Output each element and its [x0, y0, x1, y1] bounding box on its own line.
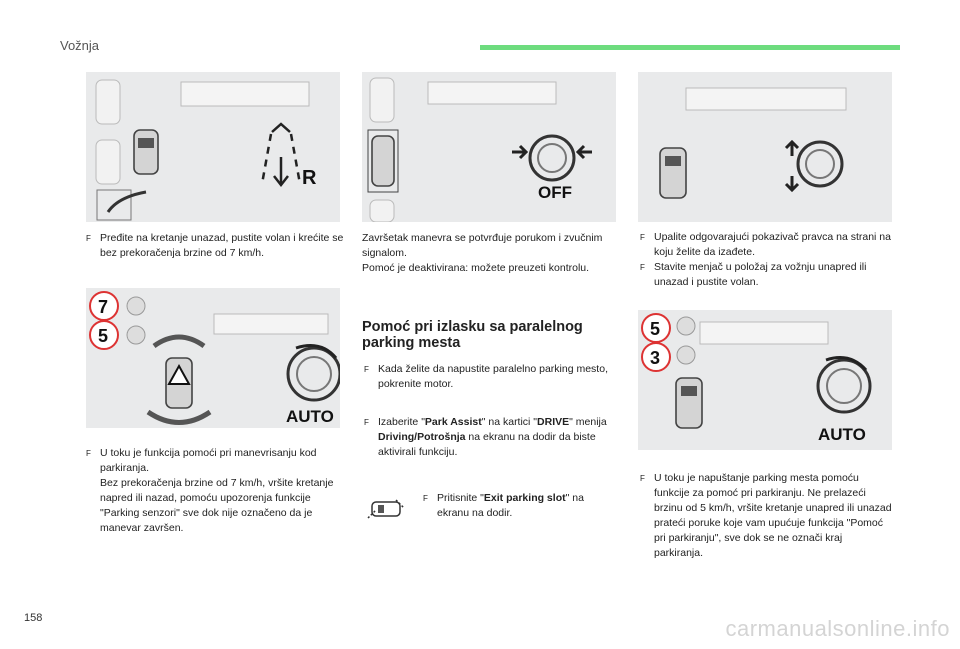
col2-bullet-2-text: Izaberite "Park Assist" na kartici "DRIVE" menija Driving/Potrošnja na ekranu na dodir da biste aktivirali funkciju.: [378, 416, 607, 458]
section-heading: Pomoć pri izlasku sa paralelnog parking mesta: [362, 319, 583, 351]
col2-bullet-3-text: Pritisnite "Exit parking slot" na ekranu na dodir.: [437, 492, 584, 519]
col3-bullet-2: [640, 260, 892, 290]
park-assist-label: Park Assist: [424, 416, 482, 428]
col3-bullet-3-text: U toku je napuštanje parking mesta pomoću funkcije za pomoć pri parkiranju. Ne prelazeći brzinu od 5 km/h, vršite kretanje unapred ili unazad prateći poruke koje vam upućuje funkcija "Pomoć pri parkiranju", sve dok se ne označi kraj parkiranja.: [654, 472, 892, 559]
col3-bullet-2-text: Stavite menjač u položaj za vožnju unapred ili unazad i pustite volan.: [654, 261, 867, 288]
illustration-reverse: [86, 72, 340, 222]
illustration-indicator: [638, 72, 892, 222]
speed-7-label: 7: [98, 297, 109, 317]
col3-bullet-1: [640, 230, 892, 260]
bullet-marker: F: [640, 474, 645, 483]
illustration-parking-sensors: [86, 288, 340, 428]
exit-parking-slot-icon: [366, 496, 406, 524]
col1-bullet-1: [86, 231, 344, 261]
col3-bullet-3: [640, 471, 894, 561]
bullet-marker: F: [640, 263, 645, 272]
speed-5-label: 5: [98, 326, 109, 346]
col1-bullet-2: [86, 446, 344, 536]
bullet-marker: F: [423, 494, 428, 503]
exit-parking-slot-label: Exit parking slot: [483, 492, 566, 504]
col3-bullet-1-text: Upalite odgovarajući pokazivač pravca na strani na koju želite da izađete.: [654, 231, 891, 258]
header-accent-bar: [480, 45, 900, 50]
col1-bullet-1-text: Pređite na kretanje unazad, pustite volan i krećite se bez prekoračenja brzine od 7 km/h.: [100, 232, 344, 259]
drive-tab-label: DRIVE: [537, 416, 570, 428]
col2-bullet-1: [364, 362, 610, 392]
watermark: carmanualsonline.info: [725, 616, 950, 641]
illustration-exit-auto: [638, 310, 892, 450]
bullet-marker: F: [364, 365, 369, 374]
bullet-marker: F: [86, 234, 91, 243]
col2-text-1: Završetak manevra se potvrđuje porukom i zvučnim signalom.: [362, 232, 603, 259]
bullet-marker: F: [640, 233, 645, 242]
col1-bullet-2-text: U toku je funkcija pomoći pri manevrisanju kod parkiranja. Bez prekoračenja brzine od 7 km/h, vršite kretanje napred ili nazad, pomoću upozorenja funkcije "Parking senzori" sve dok nije označeno da je manevar završen.: [100, 447, 334, 534]
reverse-gear-label: R: [302, 167, 317, 189]
speed-3-label: 3: [650, 348, 661, 368]
bullet-marker: F: [364, 418, 369, 427]
off-label: OFF: [538, 183, 572, 202]
col2-text-2: Pomoć je deaktivirana: možete preuzeti kontrolu.: [362, 262, 590, 274]
section-title: Vožnja: [60, 38, 100, 53]
page-number: 158: [24, 612, 43, 624]
speed-5b-label: 5: [650, 319, 661, 339]
bullet-marker: F: [86, 449, 91, 458]
auto-label: AUTO: [286, 407, 334, 426]
col2-bullet-3: [423, 491, 613, 521]
col2-bullet-1-text: Kada želite da napustite paralelno parking mesto, pokrenite motor.: [378, 363, 608, 390]
driving-menu-label: Driving/Potrošnja: [378, 431, 466, 443]
auto-label-2: AUTO: [818, 425, 866, 444]
illustration-off: [362, 72, 616, 222]
col2-bullet-2: [364, 415, 610, 460]
